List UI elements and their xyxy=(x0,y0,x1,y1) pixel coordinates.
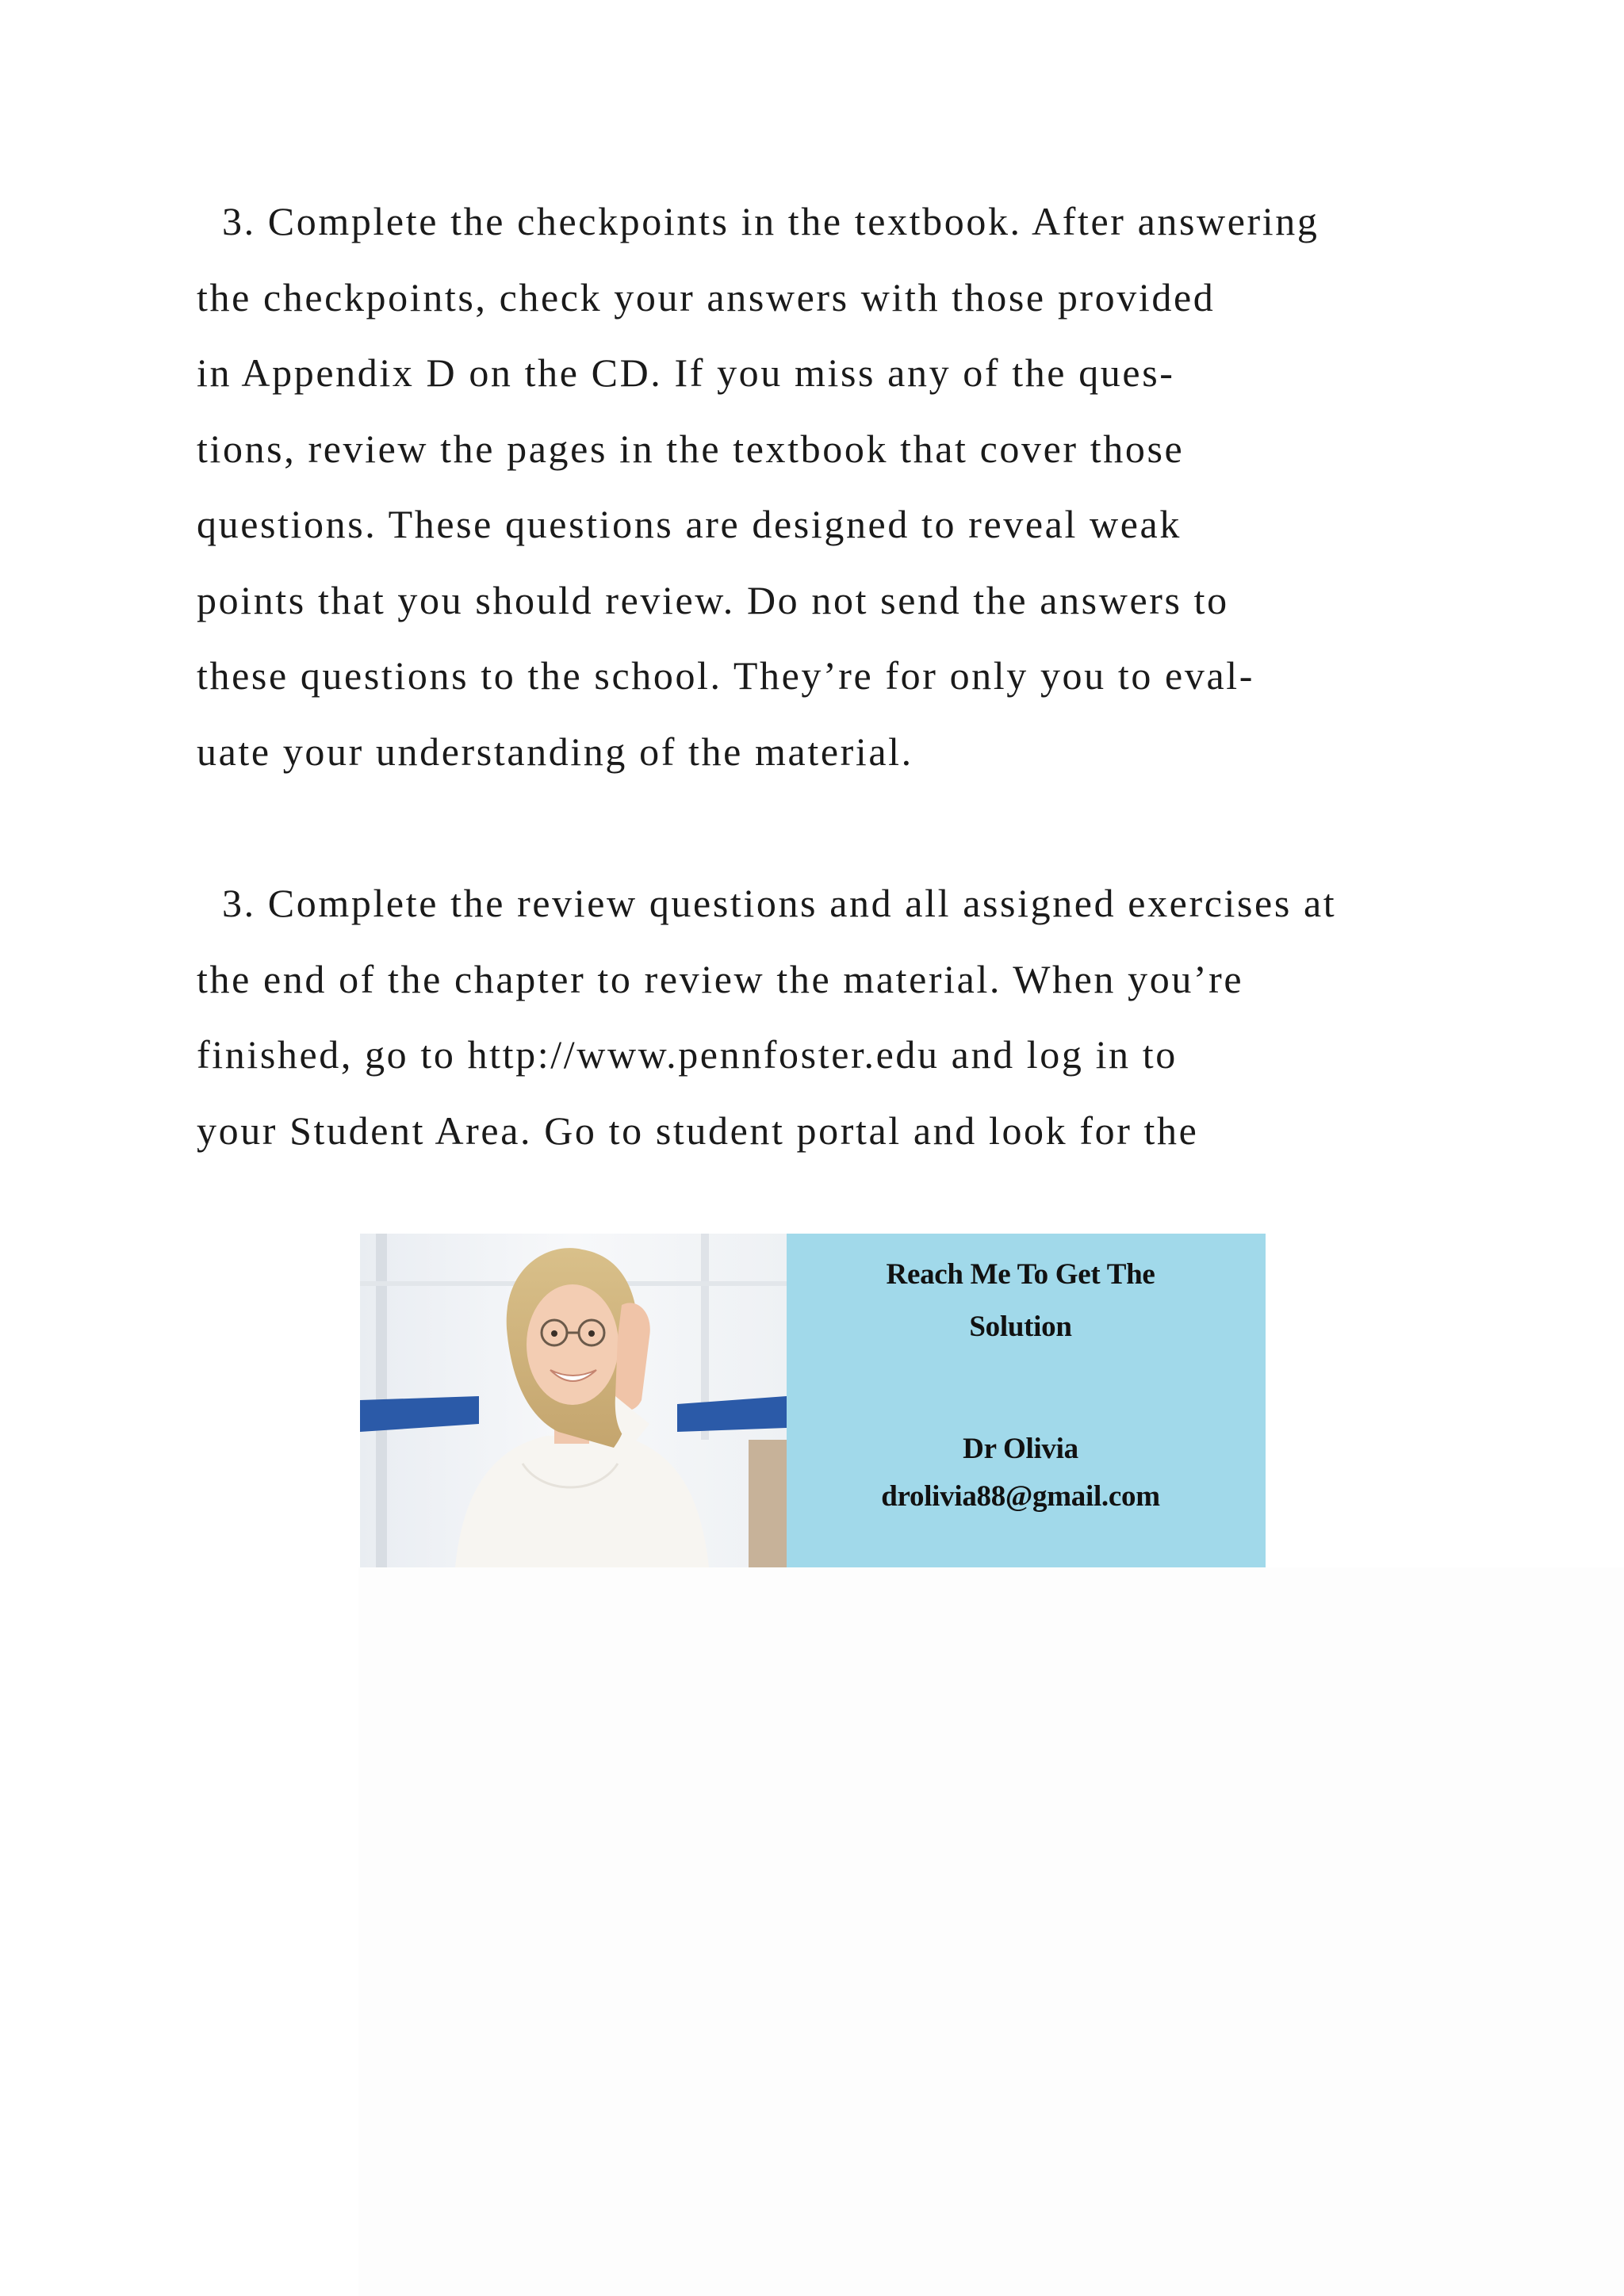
paragraph-line: your Student Area. Go to student portal and look for the xyxy=(197,1108,1199,1153)
paragraph-line: questions. These questions are designed to reveal weak xyxy=(197,502,1182,546)
contact-info-panel xyxy=(787,1234,1266,1567)
paragraph-line: finished, go to http://www.pennfoster.edu and log in to xyxy=(197,1032,1178,1077)
paragraph-line: tions, review the pages in the textbook that cover those xyxy=(197,426,1185,471)
contact-name: Dr Olivia xyxy=(963,1433,1078,1465)
paragraph-line: uate your understanding of the material. xyxy=(197,729,914,774)
blank-image-area xyxy=(358,1567,1624,2296)
banner-heading-line-2: Solution xyxy=(969,1311,1072,1343)
contact-email: drolivia88@gmail.com xyxy=(881,1480,1160,1513)
paragraph-line: 3. Complete the review questions and all assigned exercises at xyxy=(222,881,1337,925)
paragraph-line: these questions to the school. They’re for only you to eval- xyxy=(197,653,1254,698)
contact-banner xyxy=(360,1234,1266,1567)
banner-heading-line-1: Reach Me To Get The xyxy=(886,1258,1155,1291)
paragraph-line: points that you should review. Do not send the answers to xyxy=(197,577,1229,622)
paragraph-line: the end of the chapter to review the material. When you’re xyxy=(197,956,1244,1001)
paragraph-checkpoints xyxy=(197,184,1497,790)
paragraph-line: 3. Complete the checkpoints in the textbook. After answering xyxy=(222,199,1320,243)
paragraph-line: in Appendix D on the CD. If you miss any of the ques- xyxy=(197,350,1175,395)
paragraph-line: the checkpoints, check your answers with those provided xyxy=(197,274,1216,320)
paragraph-review-questions xyxy=(197,866,1497,1169)
woman-photo xyxy=(360,1234,787,1567)
